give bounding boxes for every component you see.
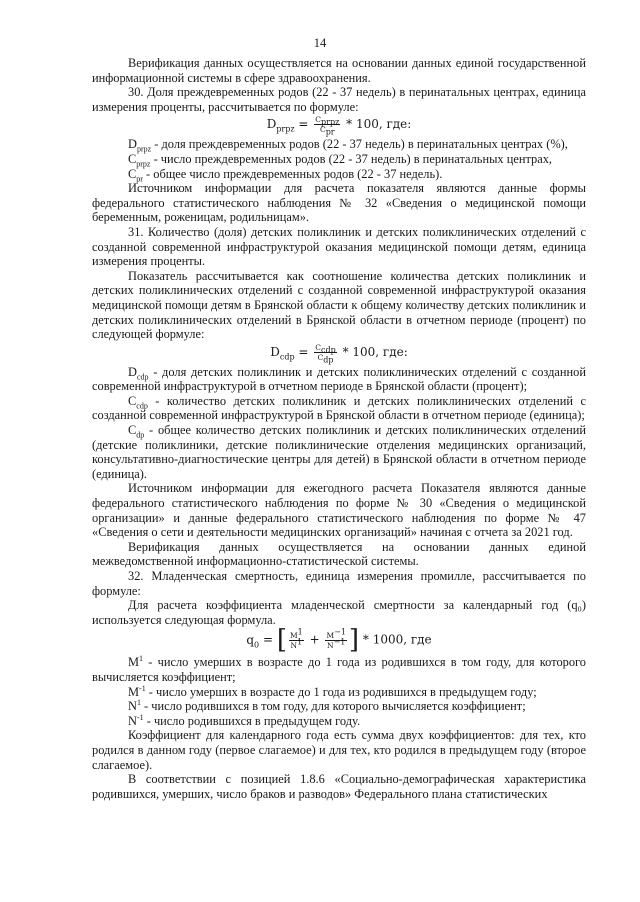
definition-n1: $N^1$ - число родившихся в том году, для которого вычисляется коэффициент; [128, 698, 526, 714]
formula-dcdp-lhs: $D_{cdp}$ [270, 344, 295, 362]
page-number: 14 [313, 36, 327, 50]
definition-m1: $M^1$ - число умерших в возрасте до 1 года из родившихся в том году, для которого вычисляется коэффициент; [92, 654, 586, 684]
definition-cpr: $C_{pr}$ - общее число преждевременных родов (22 - 37 недель). [128, 166, 443, 184]
definition-cprpz: $C_{prpz}$ - число преждевременных родов (22 - 37 недель) в перинатальных центрах, [128, 151, 553, 169]
paragraph-item-31: 31. Количество (доля) детских поликлиник и детских поликлинических отделений с созданной современной инфраструктурой оказания медицинской помощи детям, единица измерения проценты. [92, 224, 586, 269]
paragraph-coefficient-sum: Коэффициент для календарного года есть сумма двух коэффициентов: для тех, кто родился в данном году (первое слагаемое) и для тех, кто родился в предыдущем году (второе слагаемое). [92, 728, 586, 772]
definition-ccdp: $C_{cdp}$ - количество детских поликлиник и детских поликлинических отделений с созданной современной инфраструктурой в Брянской области в отчетном периоде (единица); [92, 393, 586, 423]
paragraph-verification-emiss: Верификация данных осуществляется на основании данных единой межведомственной информационно-статистической системы. [92, 539, 586, 569]
formula-dprpz-tail: * 100, где: [342, 117, 412, 132]
paragraph-q0-intro: Для расчета коэффициента младенческой смертности за календарный год (q₀) используется следующая формула. [92, 598, 586, 627]
paragraph-source-forms-30-47: Источником информации для ежегодного расчета Показателя являются данные федерального статистического наблюдения по форме № 30 «Сведения о медицинской организации» и данные федерального статистического наблюдения по форме № 47 «Сведения о сети и деятельности медицинских организаций» начиная с отчета за 2021 год. [92, 481, 586, 540]
definition-cdp: $C_{dp}$ - общее количество детских поликлиник и детских поликлинических отделений (детские поликлиники, детские поликлинические отделения медицинских организаций, консультативно-диагностические центры для детей) в Брянской области в отчетном периоде (единица). [92, 423, 586, 481]
formula-dprpz-lhs: $D_{prpz}$ [266, 117, 295, 134]
formula-dprpz-eq: = [294, 117, 313, 132]
paragraph-source-form-32: Источником информации для расчета показателя являются данные формы федерального статистического наблюдения № 32 «Сведения о медицинской помощи беременным, роженицам, родильницам». [92, 181, 586, 225]
formula-dcdp [92, 342, 586, 365]
paragraph-item-32: 32. Младенческая смертность, единица измерения промилле, рассчитывается по формуле: [92, 569, 586, 598]
formula-dprpz-fraction: $\frac{C_{prpz}}{C_{pr}}$ [315, 115, 340, 137]
formula-q0 [92, 625, 586, 656]
formula-dcdp-eq: = [294, 344, 313, 359]
formula-dprpz [92, 115, 586, 137]
formula-q0-left-bracket: [ [276, 625, 287, 656]
formula-q0-tail: * 1000, где [359, 632, 432, 647]
formula-q0-eq: = [259, 632, 277, 647]
formula-q0-right-bracket: ] [348, 625, 360, 656]
paragraph-indicator-calculation: Показатель рассчитывается как соотношение количества детских поликлиник и детских поликлинических отделений с созданной современной инфраструктурой оказания медицинской помощи детям в Брянской области к общему количеству детских поликлиник и детских поликлинических отделений в Брянской области в отчетном периоде (процент) по следующей формуле: [92, 268, 586, 342]
formula-q0-fraction-1: $\frac{M^1}{N^1}$ [289, 627, 303, 650]
paragraph-federal-plan: В соответствии с позицией 1.8.6 «Социально-демографическая характеристика родившихся, умерших, число браков и разводов» Федерального плана статистических [92, 772, 586, 801]
paragraph-verification-egisz: Верификация данных осуществляется на основании данных единой государственной информационной системы в сфере здравоохранения. [92, 56, 586, 85]
definition-n-minus-1: $N^{-1}$ - число родившихся в предыдущем году. [128, 712, 361, 728]
definition-dprpz: $D_{prpz}$ - доля преждевременных родов (22 - 37 недель) в перинатальных центрах (%), [128, 137, 568, 154]
definition-dcdp: $D_{cdp}$ - доля детских поликлиник и детских поликлинических отделений с созданной современной инфраструктурой в отчетном периоде в Брянской области (процент); [92, 364, 586, 394]
formula-dcdp-fraction: $\frac{C_{cdp}}{C_{dp}}$ [315, 342, 336, 365]
formula-q0-lhs: $q_0$ [246, 632, 260, 650]
page-body [92, 56, 586, 801]
formula-q0-plus: + [305, 632, 324, 647]
formula-q0-fraction-2: $\frac{M^{-1}}{N^{-1}}$ [326, 627, 346, 650]
paragraph-item-30: 30. Доля преждевременных родов (22 - 37 недель) в перинатальных центрах, единица измерения проценты, рассчитывается по формуле: [92, 85, 586, 114]
definition-m-minus-1: $M^{-1}$ - число умерших в возрасте до 1 года из родившихся в предыдущем году; [128, 683, 537, 699]
formula-dcdp-tail: * 100, где: [338, 344, 408, 359]
